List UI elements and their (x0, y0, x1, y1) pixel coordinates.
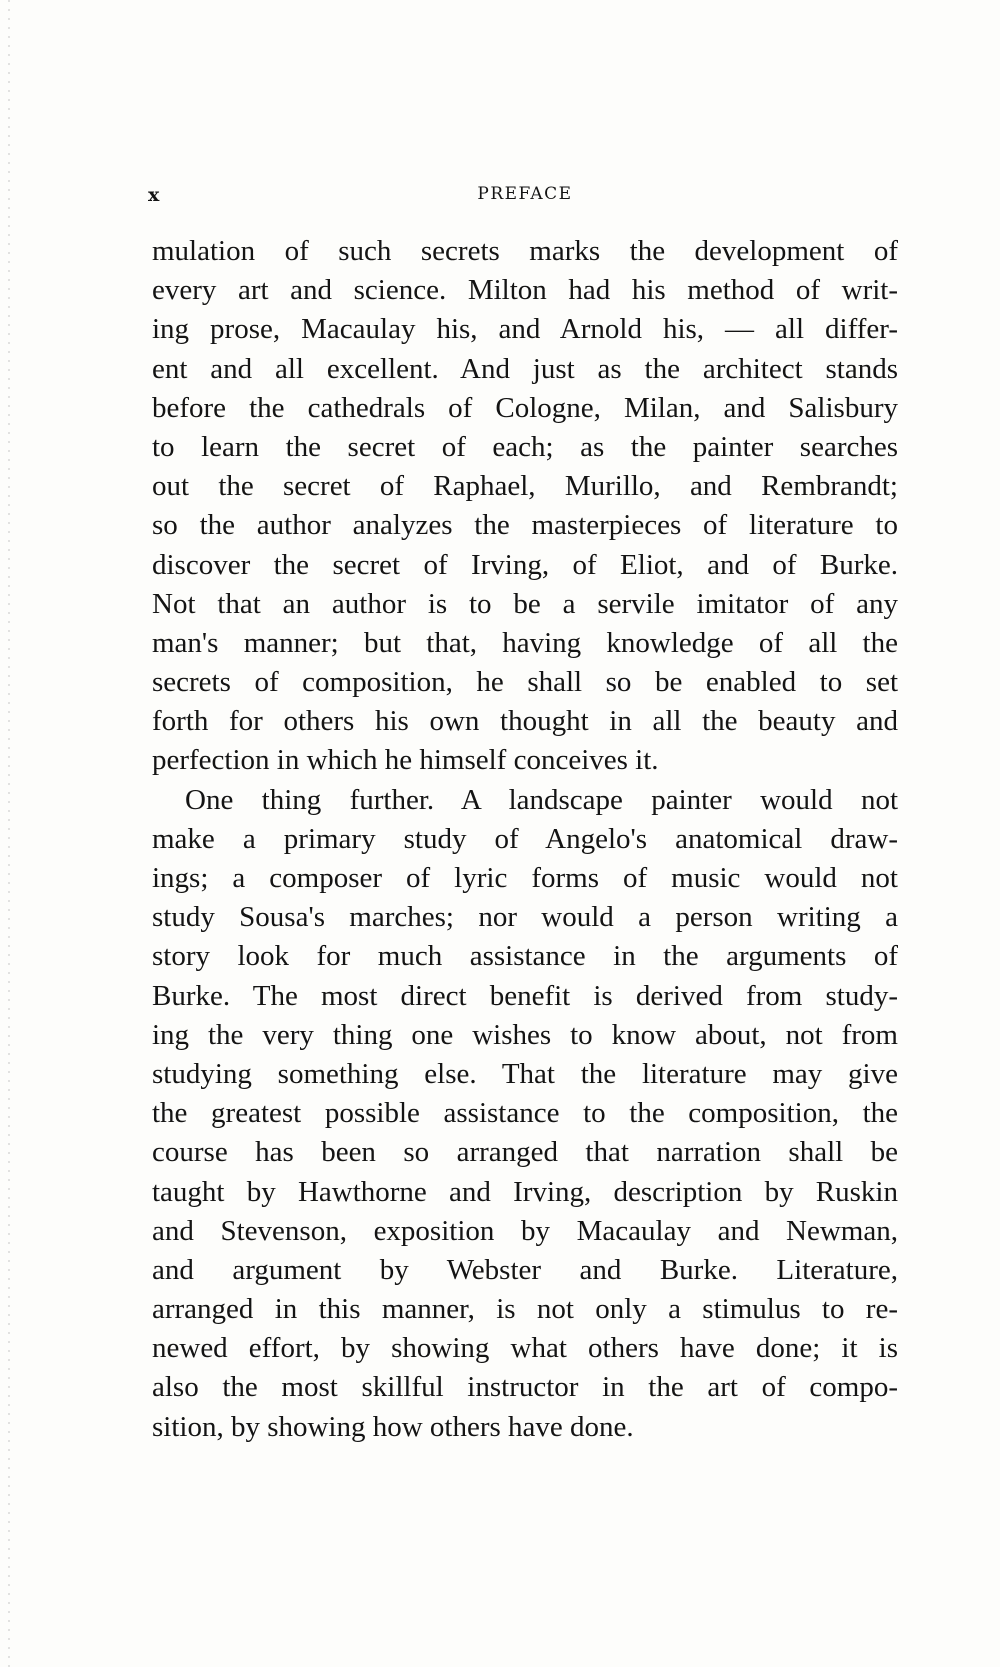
text-line: studying something else. That the literature may give (152, 1057, 898, 1090)
text-line: and argument by Webster and Burke. Literature, (152, 1253, 898, 1286)
text-line: One thing further. A landscape painter would not (185, 783, 898, 816)
text-line: out the secret of Raphael, Murillo, and Rembrandt; (152, 470, 898, 503)
text-line: sition, by showing how others have done. (152, 1410, 634, 1443)
text-line: and Stevenson, exposition by Macaulay and Newman, (152, 1214, 898, 1247)
text-line: make a primary study of Angelo's anatomical draw- (152, 822, 898, 855)
text-line: every art and science. Milton had his method of writ- (152, 274, 898, 307)
text-line: arranged in this manner, is not only a stimulus to re- (152, 1293, 898, 1326)
paragraph-1 (152, 232, 898, 781)
text-line: before the cathedrals of Cologne, Milan, and Salisbury (152, 391, 898, 424)
text-line: ings; a composer of lyric forms of music would not (152, 862, 898, 894)
text-line: ent and all excellent. And just as the architect stands (152, 352, 898, 385)
text-line: ing prose, Macaulay his, and Arnold his, — all differ- (152, 313, 898, 346)
text-line: discover the secret of Irving, of Eliot, and of Burke. (152, 548, 898, 581)
body-text (152, 232, 898, 1447)
page-title: PREFACE (477, 184, 573, 204)
text-line: the greatest possible assistance to the composition, the (152, 1097, 898, 1130)
text-line: so the author analyzes the masterpieces of literature to (152, 509, 898, 542)
binding-edge (8, 0, 10, 1667)
text-line: taught by Hawthorne and Irving, description by Ruskin (152, 1175, 898, 1208)
text-line: secrets of composition, he shall so be enabled to set (152, 666, 898, 699)
text-line: study Sousa's marches; nor would a person writing a (152, 901, 898, 934)
text-line: forth for others his own thought in all the beauty and (152, 705, 898, 738)
text-line: Burke. The most direct benefit is derived from study- (152, 979, 898, 1012)
text-line: mulation of such secrets marks the development of (152, 235, 898, 267)
text-line: ing the very thing one wishes to know about, not from (152, 1018, 898, 1051)
text-line: course has been so arranged that narration shall be (152, 1136, 898, 1169)
text-line: newed effort, by showing what others have done; it is (152, 1332, 898, 1365)
page-number: x (148, 184, 161, 206)
text-line: man's manner; but that, having knowledge of all the (152, 626, 898, 659)
running-head (148, 184, 902, 214)
text-line: Not that an author is to be a servile imitator of any (152, 587, 898, 620)
text-line: perfection in which he himself conceives it. (152, 744, 659, 777)
text-line: story look for much assistance in the arguments of (152, 940, 898, 973)
text-line: to learn the secret of each; as the painter searches (152, 430, 898, 463)
text-line: also the most skillful instructor in the art of compo- (152, 1371, 898, 1404)
paragraph-2 (152, 781, 898, 1447)
